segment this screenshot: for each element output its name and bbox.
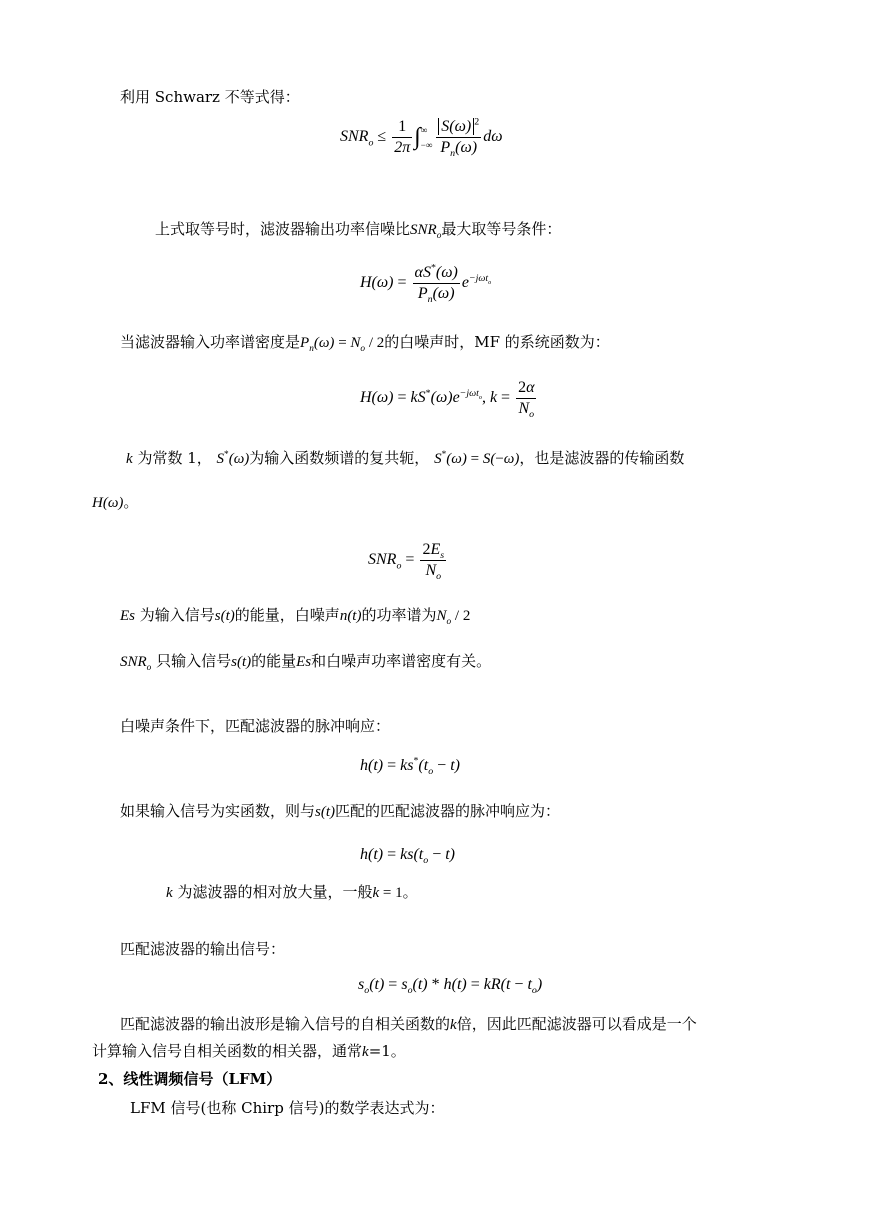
text-conjugate-note-cont: H(ω)。 [92, 493, 139, 511]
equation-impulse-response: $h(t) = ks^*(t_o - t)$ [360, 755, 460, 778]
text-snr-dependency-a: 只输入信号 [156, 652, 232, 670]
text-white-noise-mf-a: 当滤波器输入功率谱密度是 [120, 333, 301, 351]
equation-output-signal: $s_o(t) = s_o(t) * h(t) = kR(t - t_o)$ [358, 976, 543, 997]
equation-real-impulse: $h(t) = ks(t_o - t)$ [360, 846, 456, 867]
text-snr-dependency: $SNR_o$ 只输入信号s(t)的能量Es和白噪声功率谱密度有关。 [120, 652, 492, 673]
text-snr-dependency-c: 和白噪声功率谱密度有关。 [311, 652, 492, 670]
text-correlator: 匹配滤波器的输出波形是输入信号的自相关函数的k倍，因此匹配滤波器可以看成是一个 [120, 1015, 697, 1033]
text-gain-note-b: 。 [402, 883, 418, 901]
text-correlator-b: 倍，因此匹配滤波器可以看成是一个 [456, 1015, 697, 1033]
text-energy-def-b: 的能量，白噪声 [234, 606, 340, 624]
equation-snr-max: $SNR_o$ = $\frac{2E_s}{N_o}$ [368, 541, 445, 583]
text-conjugate-note-d: 。 [123, 493, 139, 511]
text-schwarz-intro: 利用 Schwarz 不等式得： [120, 88, 300, 106]
equation-mf-system-function: $H(\omega) = kS^*(\omega)e^{-j\omega t_o}$, k = $\frac{2\alpha}{N_o}$ [360, 379, 535, 421]
text-equality-condition-b: 最大取等号条件： [441, 220, 562, 238]
text-snr-dependency-b: 的能量 [251, 652, 297, 670]
text-energy-def-a: 为输入信号 [139, 606, 215, 624]
text-conjugate-note-b: 为输入函数频谱的复共轭， [249, 449, 430, 467]
text-lfm-expression: LFM 信号(也称 Chirp 信号)的数学表达式为： [130, 1099, 445, 1117]
text-equality-condition-a: 上式取等号时，滤波器输出功率信噪比 [155, 220, 411, 238]
text-correlator-a: 匹配滤波器的输出波形是输入信号的自相关函数的 [120, 1015, 451, 1033]
text-real-signal-b: 匹配的匹配滤波器的脉冲响应为： [335, 802, 561, 820]
text-equality-condition: 上式取等号时，滤波器输出功率信噪比$SNR_o$最大取等号条件： [155, 220, 562, 241]
text-white-noise-mf: 当滤波器输入功率谱密度是$P_n(\omega) = N_o / 2$的白噪声时，MF 的系统函数为： [120, 333, 610, 354]
text-real-signal: 如果输入信号为实函数，则与s(t)匹配的匹配滤波器的脉冲响应为： [120, 802, 561, 820]
text-conjugate-note: k 为常数 1， S*(ω)为输入函数频谱的复共轭， S*(ω) = S(−ω)，也是滤波器的传输函数 [126, 449, 685, 467]
text-conjugate-note-a: 为常数 1， [137, 449, 212, 467]
text-real-signal-a: 如果输入信号为实函数，则与 [120, 802, 316, 820]
text-energy-def-c: 的功率谱为 [361, 606, 437, 624]
text-conjugate-note-c: ，也是滤波器的传输函数 [519, 449, 685, 467]
text-output-signal: 匹配滤波器的输出信号： [120, 940, 286, 958]
text-energy-def: Es 为输入信号s(t)的能量，白噪声n(t)的功率谱为$N_o / 2$ [120, 606, 471, 627]
text-gain-note-a: 为滤波器的相对放大量，一般 [177, 883, 373, 901]
equation-snr-bound: $SNR_o$ ≤ $\frac{1}{2\pi}$ ∫ ∞ −∞ $\frac{S(\omega) ^2}{P_n(\omega)}$ dω [340, 116, 503, 160]
text-gain-note: k 为滤波器的相对放大量，一般k = 1。 [166, 883, 418, 901]
text-impulse-intro: 白噪声条件下，匹配滤波器的脉冲响应： [120, 717, 391, 735]
equation-transfer-function: H(ω) = $\frac{\alpha S^*(\omega)}{P_n(\omega)}$ $e^{-j\omega t_o}$ [360, 262, 492, 306]
text-correlator-cont: 计算输入信号自相关函数的相关器，通常k=1。 [92, 1042, 406, 1060]
text-correlator-d: =1。 [368, 1042, 406, 1060]
text-white-noise-mf-b: 的白噪声时，MF 的系统函数为： [384, 333, 610, 351]
text-correlator-c: 计算输入信号自相关函数的相关器，通常 [92, 1042, 363, 1060]
section-heading-lfm: 2、线性调频信号（LFM） [98, 1070, 282, 1088]
